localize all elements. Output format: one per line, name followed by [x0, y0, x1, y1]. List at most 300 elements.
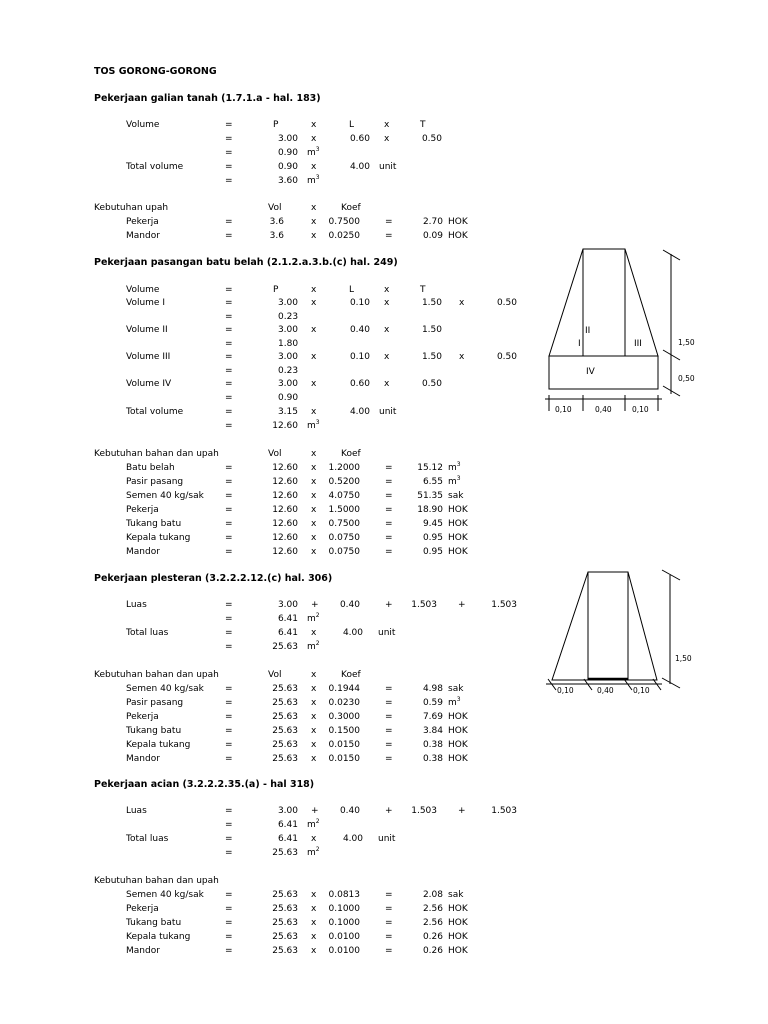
row-vol: 12.60	[272, 547, 298, 557]
acian-term-4: 1.503	[491, 806, 517, 816]
galian-volume-label: Volume	[126, 120, 160, 130]
eq-sign: =	[385, 754, 393, 764]
row-label: Tukang batu	[126, 918, 182, 928]
unit-label: $m^3$	[448, 696, 461, 708]
unit-label: HOK	[448, 754, 468, 764]
eq-sign: =	[225, 463, 233, 473]
eq-sign: =	[385, 505, 393, 515]
eq-sign: =	[225, 134, 233, 144]
row-label: Pekerja	[126, 217, 159, 227]
times-sign: x	[311, 519, 317, 529]
unit-label: sak	[448, 890, 464, 900]
dim-left-label-plaster: 0,10	[557, 686, 574, 695]
row-koef: 0.0250	[328, 231, 360, 241]
galian-total-vol: 0.90	[277, 162, 298, 172]
times-sign: x	[384, 285, 390, 295]
eq-sign: =	[225, 754, 233, 764]
plesteran-total: 25.63	[272, 642, 298, 652]
times-sign: x	[311, 491, 317, 501]
acian-term-1: 3.00	[277, 806, 298, 816]
eq-sign: =	[385, 740, 393, 750]
row-result: 9.45	[422, 519, 443, 529]
eq-sign: =	[225, 628, 233, 638]
row-label: Mandor	[126, 547, 160, 557]
galian-l: 0.60	[349, 134, 370, 144]
row-koef: 0.0230	[328, 698, 360, 708]
eq-sign: =	[225, 932, 233, 942]
times-sign: x	[311, 162, 317, 172]
unit-word: unit	[379, 407, 397, 417]
eq-sign: =	[225, 312, 233, 322]
eq-sign: =	[225, 740, 233, 750]
row-label: Tukang batu	[126, 519, 182, 529]
plesteran-total-label: Total luas	[126, 628, 169, 638]
times-sign: x	[311, 449, 317, 459]
unit-label: HOK	[448, 712, 468, 722]
row-unit: HOK	[448, 231, 468, 241]
unit-m2: $m^2$	[307, 846, 320, 858]
galian-total: 3.60	[277, 176, 298, 186]
col-vol: Vol	[268, 203, 282, 213]
volume-result: 0.23	[278, 366, 299, 376]
times-sign: x	[311, 379, 317, 389]
volume-t: 0.50	[421, 379, 442, 389]
eq-sign: =	[225, 325, 233, 335]
eq-sign: =	[385, 698, 393, 708]
header-t: T	[420, 285, 426, 295]
plus-sign: +	[458, 806, 466, 816]
acian-bahan-label: Kebutuhan bahan dan upah	[94, 876, 219, 886]
times-sign: x	[311, 834, 317, 844]
eq-sign: =	[225, 366, 233, 376]
row-vol: 25.63	[272, 932, 298, 942]
eq-sign: =	[225, 505, 233, 515]
eq-sign: =	[225, 890, 233, 900]
times-sign: x	[311, 407, 317, 417]
row-koef: 0.7500	[328, 519, 360, 529]
dim-height-label: 1,50	[678, 338, 695, 347]
eq-sign: =	[225, 820, 233, 830]
plesteran-term-2: 0.40	[339, 600, 360, 610]
eq-sign: =	[225, 547, 233, 557]
trapezoid-outline-plaster	[552, 572, 657, 680]
row-koef: 0.5200	[328, 477, 360, 487]
row-vol: 25.63	[272, 890, 298, 900]
col-vol: Vol	[268, 670, 282, 680]
eq-sign: =	[225, 726, 233, 736]
times-sign: x	[311, 918, 317, 928]
row-koef: 1.5000	[328, 505, 360, 515]
eq-sign: =	[225, 339, 233, 349]
col-vol: Vol	[268, 449, 282, 459]
col-koef: Koef	[341, 203, 361, 213]
col-koef: Koef	[341, 449, 361, 459]
dim-tick	[662, 570, 680, 580]
volume-p: 3.00	[277, 352, 298, 362]
dim-height-label-plaster: 1,50	[675, 654, 692, 663]
times-sign: x	[384, 134, 390, 144]
unit-label: HOK	[448, 740, 468, 750]
section-label-iv: IV	[586, 367, 595, 377]
eq-sign: =	[225, 393, 233, 403]
times-sign: x	[311, 120, 317, 130]
eq-sign: =	[225, 848, 233, 858]
eq-sign: =	[225, 231, 233, 241]
unit-label: HOK	[448, 519, 468, 529]
times-sign: x	[384, 120, 390, 130]
unit-m2: $m^2$	[307, 640, 320, 652]
plesteran-term-4: 1.503	[491, 600, 517, 610]
unit-label: HOK	[448, 932, 468, 942]
times-sign: x	[384, 325, 390, 335]
volume-l: 0.10	[349, 352, 370, 362]
volume-result: 1.80	[278, 339, 299, 349]
plus-sign: +	[311, 806, 319, 816]
row-label: Tukang batu	[126, 726, 182, 736]
eq-sign: =	[385, 684, 393, 694]
galian-total-label: Total volume	[126, 162, 184, 172]
eq-sign: =	[385, 946, 393, 956]
times-sign: x	[311, 505, 317, 515]
times-sign: x	[311, 698, 317, 708]
pasangan-total-vol: 3.15	[277, 407, 298, 417]
row-label: Pasir pasang	[126, 698, 184, 708]
eq-sign: =	[225, 614, 233, 624]
acian-total-label: Total luas	[126, 834, 169, 844]
dim-right-label: 0,10	[632, 405, 649, 414]
unit-label: HOK	[448, 918, 468, 928]
eq-sign: =	[385, 533, 393, 543]
row-result: 2.56	[422, 918, 443, 928]
eq-sign: =	[225, 600, 233, 610]
row-vol: 12.60	[272, 463, 298, 473]
eq-sign: =	[385, 217, 393, 227]
unit-m2: $m^2$	[307, 612, 320, 624]
row-label: Batu belah	[126, 463, 175, 473]
eq-sign: =	[385, 519, 393, 529]
section-label-i: I	[578, 339, 581, 349]
row-vol: 12.60	[272, 533, 298, 543]
row-koef: 0.0100	[328, 932, 360, 942]
row-result: 0.38	[422, 740, 443, 750]
plesteran-heading: Pekerjaan plesteran (3.2.2.2.12.(c) hal. 306)	[94, 573, 333, 584]
unit-word: unit	[378, 628, 396, 638]
unit-label: $m^3$	[448, 475, 461, 487]
row-label: Mandor	[126, 231, 160, 241]
pasangan-volume-label: Volume	[126, 285, 160, 295]
eq-sign: =	[225, 285, 233, 295]
eq-sign: =	[385, 547, 393, 557]
row-result: 0.95	[422, 547, 443, 557]
row-label: Kepala tukang	[126, 533, 191, 543]
unit-m3: $m^3$	[307, 419, 320, 431]
unit-label: HOK	[448, 946, 468, 956]
eq-sign: =	[385, 463, 393, 473]
unit-label: HOK	[448, 726, 468, 736]
times-sign: x	[311, 740, 317, 750]
plesteran-total-luas: 6.41	[277, 628, 298, 638]
row-vol: 25.63	[272, 904, 298, 914]
times-sign: x	[311, 325, 317, 335]
row-koef: 0.1000	[328, 918, 360, 928]
volume-factor: 0.50	[496, 298, 517, 308]
volume-t: 1.50	[421, 325, 442, 335]
row-koef: 0.1500	[328, 726, 360, 736]
row-result: 6.55	[422, 477, 443, 487]
times-sign: x	[311, 946, 317, 956]
galian-p: 3.00	[277, 134, 298, 144]
times-sign: x	[311, 217, 317, 227]
eq-sign: =	[225, 477, 233, 487]
row-label: Kepala tukang	[126, 740, 191, 750]
row-unit: HOK	[448, 217, 468, 227]
eq-sign: =	[385, 904, 393, 914]
acian-luas: 6.41	[277, 820, 298, 830]
volume-t: 1.50	[421, 298, 442, 308]
plus-sign: +	[311, 600, 319, 610]
eq-sign: =	[385, 918, 393, 928]
times-sign: x	[384, 352, 390, 362]
times-sign: x	[311, 285, 317, 295]
eq-sign: =	[225, 904, 233, 914]
header-l: L	[349, 285, 355, 295]
eq-sign: =	[225, 698, 233, 708]
volume-label: Volume IV	[126, 379, 172, 389]
volume-label: Volume III	[126, 352, 171, 362]
eq-sign: =	[385, 726, 393, 736]
times-sign: x	[311, 477, 317, 487]
section-label-ii: II	[585, 326, 591, 336]
row-label: Semen 40 kg/sak	[126, 684, 204, 694]
eq-sign: =	[225, 533, 233, 543]
eq-sign: =	[225, 421, 233, 431]
unit-label: $m^3$	[448, 461, 461, 473]
plus-sign: +	[385, 806, 393, 816]
unit-label: HOK	[448, 904, 468, 914]
times-sign: x	[311, 754, 317, 764]
volume-result: 0.23	[278, 312, 299, 322]
unit-m2: $m^2$	[307, 818, 320, 830]
row-vol: 25.63	[272, 684, 298, 694]
times-sign: x	[311, 134, 317, 144]
eq-sign: =	[225, 519, 233, 529]
row-koef: 0.0750	[328, 547, 360, 557]
unit-label: HOK	[448, 505, 468, 515]
acian-units: 4.00	[342, 834, 363, 844]
times-sign: x	[459, 298, 465, 308]
row-label: Mandor	[126, 754, 160, 764]
unit-word: unit	[378, 834, 396, 844]
eq-sign: =	[385, 491, 393, 501]
unit-label: sak	[448, 684, 464, 694]
times-sign: x	[311, 352, 317, 362]
plus-sign: +	[458, 600, 466, 610]
dim-middle-label-plaster: 0,40	[597, 686, 614, 695]
row-vol: 3.6	[269, 217, 284, 227]
times-sign: x	[384, 379, 390, 389]
row-result: 15.12	[417, 463, 443, 473]
row-result: 0.95	[422, 533, 443, 543]
acian-term-2: 0.40	[339, 806, 360, 816]
row-result: 2.56	[422, 904, 443, 914]
row-label: Pekerja	[126, 712, 159, 722]
eq-sign: =	[225, 352, 233, 362]
pasangan-heading: Pekerjaan pasangan batu belah (2.1.2.a.3.b.(c) hal. 249)	[94, 257, 398, 268]
galian-units: 4.00	[349, 162, 370, 172]
header-t: T	[420, 120, 426, 130]
row-koef: 0.0150	[328, 740, 360, 750]
unit-word: unit	[379, 162, 397, 172]
row-vol: 25.63	[272, 698, 298, 708]
row-vol: 25.63	[272, 726, 298, 736]
acian-term-3: 1.503	[411, 806, 437, 816]
times-sign: x	[311, 712, 317, 722]
row-vol: 12.60	[272, 505, 298, 515]
plesteran-units: 4.00	[342, 628, 363, 638]
pasangan-total-label: Total volume	[126, 407, 184, 417]
eq-sign: =	[225, 918, 233, 928]
times-sign: x	[311, 463, 317, 473]
eq-sign: =	[225, 946, 233, 956]
header-p: P	[273, 120, 279, 130]
acian-heading: Pekerjaan acian (3.2.2.2.35.(a) - hal 318)	[94, 779, 315, 790]
eq-sign: =	[225, 217, 233, 227]
volume-p: 3.00	[277, 298, 298, 308]
galian-vol: 0.90	[277, 148, 298, 158]
eq-sign: =	[225, 148, 233, 158]
eq-sign: =	[385, 477, 393, 487]
times-sign: x	[311, 890, 317, 900]
dim-left-label: 0,10	[555, 405, 572, 414]
row-result: 3.84	[422, 726, 443, 736]
row-label: Kepala tukang	[126, 932, 191, 942]
times-sign: x	[311, 726, 317, 736]
row-koef: 1.2000	[328, 463, 360, 473]
times-sign: x	[311, 231, 317, 241]
times-sign: x	[311, 298, 317, 308]
section-label-iii: III	[634, 339, 642, 349]
times-sign: x	[311, 904, 317, 914]
eq-sign: =	[225, 120, 233, 130]
row-label: Semen 40 kg/sak	[126, 890, 204, 900]
row-label: Pekerja	[126, 904, 159, 914]
acian-total: 25.63	[272, 848, 298, 858]
row-koef: 0.0813	[328, 890, 360, 900]
eq-sign: =	[225, 834, 233, 844]
times-sign: x	[459, 352, 465, 362]
eq-sign: =	[385, 712, 393, 722]
unit-label: sak	[448, 491, 464, 501]
row-vol: 25.63	[272, 740, 298, 750]
eq-sign: =	[225, 712, 233, 722]
row-label: Mandor	[126, 946, 160, 956]
header-l: L	[349, 120, 355, 130]
volume-l: 0.60	[349, 379, 370, 389]
dim-middle-label: 0,40	[595, 405, 612, 414]
eq-sign: =	[225, 176, 233, 186]
eq-sign: =	[225, 379, 233, 389]
row-result: 2.70	[422, 217, 443, 227]
header-p: P	[273, 285, 279, 295]
unit-m3: $m^3$	[307, 174, 320, 186]
pasangan-bahan-label: Kebutuhan bahan dan upah	[94, 449, 219, 459]
eq-sign: =	[225, 162, 233, 172]
row-label: Semen 40 kg/sak	[126, 491, 204, 501]
eq-sign: =	[385, 932, 393, 942]
volume-l: 0.40	[349, 325, 370, 335]
row-result: 0.59	[422, 698, 443, 708]
row-result: 2.08	[422, 890, 443, 900]
row-vol: 3.6	[269, 231, 284, 241]
volume-result: 0.90	[278, 393, 299, 403]
row-result: 51.35	[417, 491, 443, 501]
volume-p: 3.00	[277, 325, 298, 335]
times-sign: x	[384, 298, 390, 308]
volume-l: 0.10	[349, 298, 370, 308]
row-vol: 25.63	[272, 918, 298, 928]
row-vol: 25.63	[272, 946, 298, 956]
volume-label: Volume I	[126, 298, 165, 308]
row-vol: 25.63	[272, 754, 298, 764]
row-result: 4.98	[422, 684, 443, 694]
row-vol: 12.60	[272, 491, 298, 501]
row-koef: 0.1000	[328, 904, 360, 914]
galian-t: 0.50	[421, 134, 442, 144]
times-sign: x	[311, 547, 317, 557]
times-sign: x	[311, 684, 317, 694]
row-result: 0.09	[422, 231, 443, 241]
row-label: Pasir pasang	[126, 477, 184, 487]
eq-sign: =	[225, 806, 233, 816]
galian-heading: Pekerjaan galian tanah (1.7.1.a - hal. 183)	[94, 93, 321, 104]
base-rectangle	[549, 356, 658, 389]
row-koef: 0.0100	[328, 946, 360, 956]
volume-factor: 0.50	[496, 352, 517, 362]
row-koef: 0.0750	[328, 533, 360, 543]
plesteran-luas-label: Luas	[126, 600, 147, 610]
unit-label: HOK	[448, 533, 468, 543]
acian-total-luas: 6.41	[277, 834, 298, 844]
dim-right-label-plaster: 0,10	[633, 686, 650, 695]
row-koef: 0.1944	[328, 684, 360, 694]
plesteran-term-1: 3.00	[277, 600, 298, 610]
row-koef: 0.7500	[328, 217, 360, 227]
eq-sign: =	[225, 298, 233, 308]
dim-base-label: 0,50	[678, 374, 695, 383]
plus-sign: +	[385, 600, 393, 610]
eq-sign: =	[385, 890, 393, 900]
row-label: Pekerja	[126, 505, 159, 515]
row-result: 18.90	[417, 505, 443, 515]
volume-t: 1.50	[421, 352, 442, 362]
times-sign: x	[311, 670, 317, 680]
row-result: 0.26	[422, 946, 443, 956]
row-vol: 12.60	[272, 477, 298, 487]
row-vol: 12.60	[272, 519, 298, 529]
dim-tick	[662, 678, 680, 688]
row-koef: 0.0150	[328, 754, 360, 764]
times-sign: x	[311, 932, 317, 942]
times-sign: x	[311, 628, 317, 638]
row-result: 0.26	[422, 932, 443, 942]
row-result: 7.69	[422, 712, 443, 722]
eq-sign: =	[225, 407, 233, 417]
eq-sign: =	[225, 491, 233, 501]
galian-upah-label: Kebutuhan upah	[94, 203, 169, 213]
volume-p: 3.00	[277, 379, 298, 389]
unit-label: HOK	[448, 547, 468, 557]
row-koef: 0.3000	[328, 712, 360, 722]
